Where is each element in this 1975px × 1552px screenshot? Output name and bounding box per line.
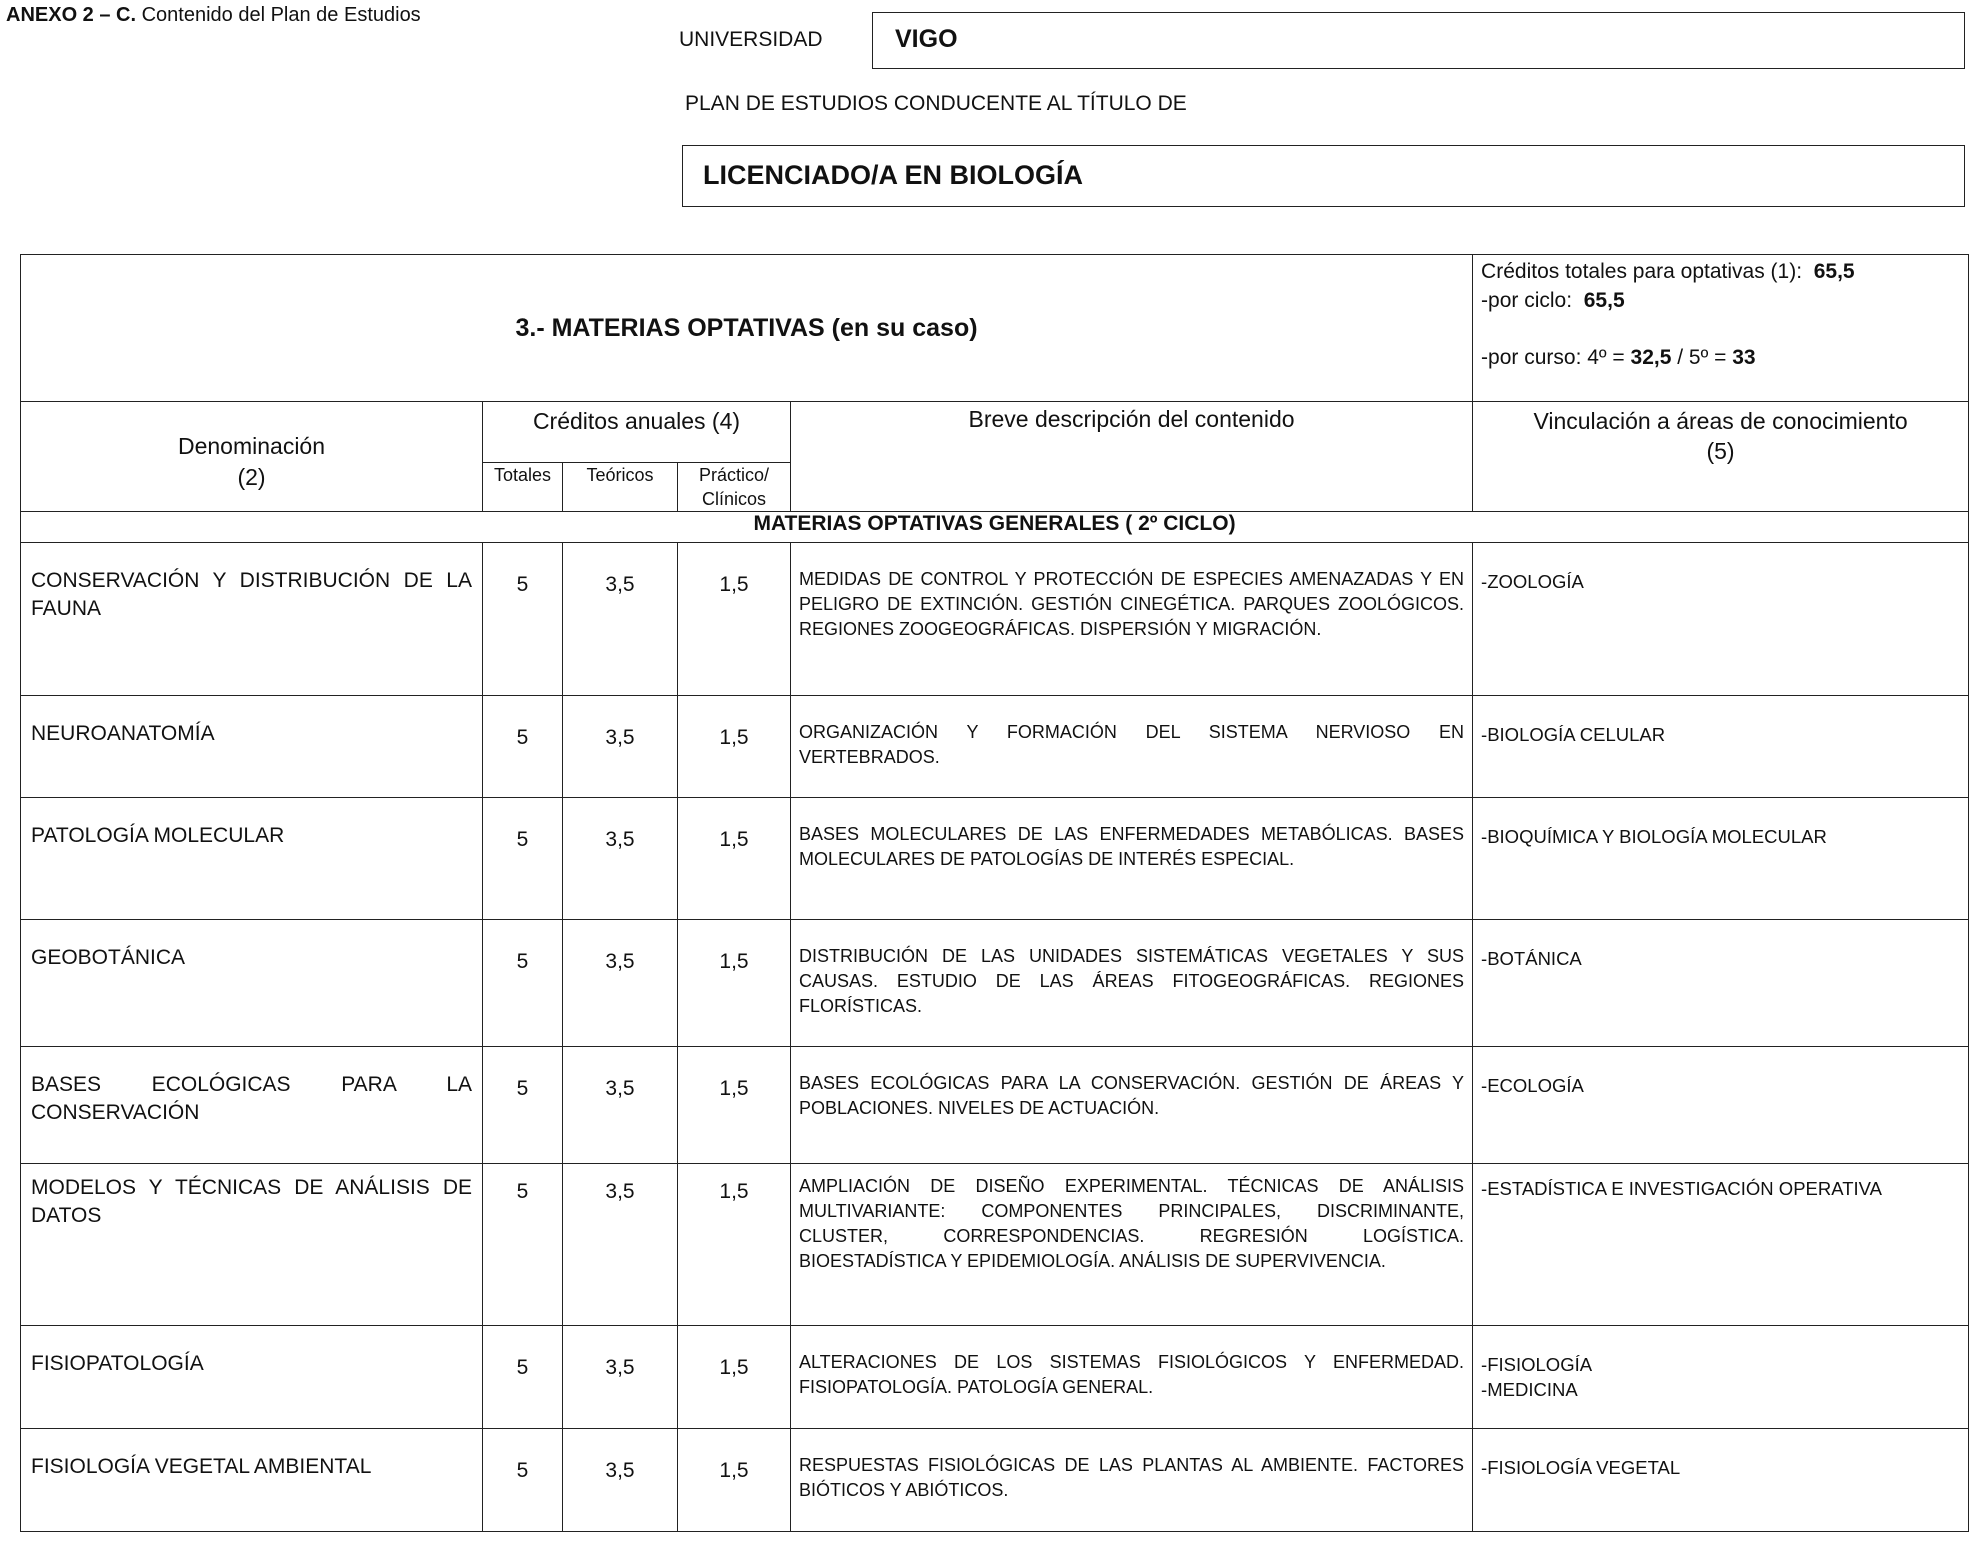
knowledge-area: -FISIOLOGÍA VEGETAL: [1473, 1429, 1969, 1532]
credits-theoretical: 3,5: [563, 1047, 678, 1164]
credits-totals: 5: [483, 696, 563, 798]
subject-name: CONSERVACIÓN Y DISTRIBUCIÓN DE LA FAUNA: [21, 543, 483, 696]
header-practical-line1: Práctico/: [698, 465, 770, 485]
credits-theoretical: 3,5: [563, 920, 678, 1047]
per-course-4-value: 32,5: [1630, 346, 1672, 369]
table-row: [21, 543, 1969, 696]
knowledge-area: -ECOLOGÍA: [1473, 1047, 1969, 1164]
subject-description: ORGANIZACIÓN Y FORMACIÓN DEL SISTEMA NERVIOSO EN VERTEBRADOS.: [791, 696, 1473, 798]
per-cycle-label: -por ciclo:: [1481, 289, 1573, 312]
credits-practical: 1,5: [678, 1047, 791, 1164]
header-areas: [1473, 402, 1969, 512]
header-areas-note: (5): [1706, 438, 1735, 464]
degree-title-box: [682, 145, 1965, 207]
credits-theoretical: 3,5: [563, 696, 678, 798]
subject-description: ALTERACIONES DE LOS SISTEMAS FISIOLÓGICOS Y ENFERMEDAD. FISIOPATOLOGÍA. PATOLOGÍA GENERAL.: [791, 1326, 1473, 1429]
credits-practical: 1,5: [678, 798, 791, 920]
credits-total-label: Créditos totales para optativas (1):: [1481, 260, 1803, 283]
subject-name: PATOLOGÍA MOLECULAR: [21, 798, 483, 920]
credits-theoretical: 3,5: [563, 543, 678, 696]
header-denomination-note: (2): [237, 463, 266, 490]
credits-totals: 5: [483, 1326, 563, 1429]
header-areas-label: Vinculación a áreas de conocimiento: [1533, 408, 1908, 434]
per-course-separator: / 5º =: [1671, 346, 1727, 369]
header-denomination: [21, 402, 483, 512]
subject-description: DISTRIBUCIÓN DE LAS UNIDADES SISTEMÁTICAS VEGETALES Y SUS CAUSAS. ESTUDIO DE LAS ÁREAS FITOGEOGRÁFICAS. REGIONES FLORÍSTICAS.: [791, 920, 1473, 1047]
table-row: [21, 1164, 1969, 1326]
per-course-line: [1481, 343, 1960, 372]
credits-practical: 1,5: [678, 920, 791, 1047]
subject-name: FISIOPATOLOGÍA: [21, 1326, 483, 1429]
table-row: [21, 1047, 1969, 1164]
header-practical: [678, 463, 791, 512]
credits-theoretical: 3,5: [563, 1429, 678, 1532]
credits-totals: 5: [483, 920, 563, 1047]
plan-label: PLAN DE ESTUDIOS CONDUCENTE AL TÍTULO DE: [685, 92, 1187, 115]
group-title: MATERIAS OPTATIVAS GENERALES ( 2º CICLO): [21, 512, 1969, 543]
knowledge-area: -BOTÁNICA: [1473, 920, 1969, 1047]
credits-practical: 1,5: [678, 1429, 791, 1532]
credits-practical: 1,5: [678, 543, 791, 696]
credits-theoretical: 3,5: [563, 1164, 678, 1326]
knowledge-area: -BIOLOGÍA CELULAR: [1473, 696, 1969, 798]
subject-name: FISIOLOGÍA VEGETAL AMBIENTAL: [21, 1429, 483, 1532]
header-totals: Totales: [483, 463, 563, 512]
table-row: [21, 1429, 1969, 1532]
credits-totals: 5: [483, 1164, 563, 1326]
annex-description: Contenido del Plan de Estudios: [136, 4, 421, 26]
credits-totals: 5: [483, 543, 563, 696]
per-course-label: -por curso: 4º =: [1481, 346, 1625, 369]
header-description: Breve descripción del contenido: [791, 402, 1473, 512]
table-row: [21, 696, 1969, 798]
credits-practical: 1,5: [678, 1326, 791, 1429]
optional-subjects-table: [20, 254, 1969, 1532]
header-denomination-label: Denominación: [177, 432, 326, 459]
knowledge-area: -BIOQUÍMICA Y BIOLOGÍA MOLECULAR: [1473, 798, 1969, 920]
subject-description: BASES MOLECULARES DE LAS ENFERMEDADES METABÓLICAS. BASES MOLECULARES DE PATOLOGÍAS DE INTERÉS ESPECIAL.: [791, 798, 1473, 920]
credits-theoretical: 3,5: [563, 798, 678, 920]
university-label: UNIVERSIDAD: [679, 28, 823, 51]
section-title: 3.- MATERIAS OPTATIVAS (en su caso): [21, 255, 1473, 402]
credits-total-value: 65,5: [1813, 260, 1855, 283]
credits-totals: 5: [483, 798, 563, 920]
per-cycle-value: 65,5: [1583, 289, 1625, 312]
subject-name: GEOBOTÁNICA: [21, 920, 483, 1047]
header-annual-credits: Créditos anuales (4): [483, 402, 791, 463]
subject-description: BASES ECOLÓGICAS PARA LA CONSERVACIÓN. GESTIÓN DE ÁREAS Y POBLACIONES. NIVELES DE ACTUACIÓN.: [791, 1047, 1473, 1164]
credits-totals: 5: [483, 1429, 563, 1532]
header-theoretical: Teóricos: [563, 463, 678, 512]
table-row: [21, 920, 1969, 1047]
university-box: [872, 12, 1965, 69]
per-course-5-value: 33: [1732, 346, 1756, 369]
subject-name: NEUROANATOMÍA: [21, 696, 483, 798]
table-row: [21, 1326, 1969, 1429]
annex-label: ANEXO 2 – C.: [6, 4, 137, 26]
degree-title: LICENCIADO/A EN BIOLOGÍA: [703, 160, 1084, 190]
credits-summary: [1473, 255, 1969, 402]
subject-description: MEDIDAS DE CONTROL Y PROTECCIÓN DE ESPECIES AMENAZADAS Y EN PELIGRO DE EXTINCIÓN. GESTIÓN CINEGÉTICA. PARQUES ZOOLÓGICOS. REGIONES ZOOGEOGRÁFICAS. DISPERSIÓN Y MIGRACIÓN.: [791, 543, 1473, 696]
annex-heading: [6, 4, 421, 27]
credits-total-line: [1481, 257, 1960, 286]
subject-name: BASES ECOLÓGICAS PARA LA CONSERVACIÓN: [21, 1047, 483, 1164]
table-row: [21, 798, 1969, 920]
subject-description: RESPUESTAS FISIOLÓGICAS DE LAS PLANTAS AL AMBIENTE. FACTORES BIÓTICOS Y ABIÓTICOS.: [791, 1429, 1473, 1532]
knowledge-area: -ZOOLOGÍA: [1473, 543, 1969, 696]
credits-practical: 1,5: [678, 696, 791, 798]
university-name: VIGO: [895, 25, 958, 53]
header-practical-line2: Clínicos: [701, 489, 767, 509]
per-cycle-line: [1481, 286, 1960, 315]
subject-name: MODELOS Y TÉCNICAS DE ANÁLISIS DE DATOS: [21, 1164, 483, 1326]
knowledge-area: -ESTADÍSTICA E INVESTIGACIÓN OPERATIVA: [1473, 1164, 1969, 1326]
subject-description: AMPLIACIÓN DE DISEÑO EXPERIMENTAL. TÉCNICAS DE ANÁLISIS MULTIVARIANTE: COMPONENTES PRINCIPALES, DISCRIMINANTE, CLUSTER, CORRESPONDENCIAS. REGRESIÓN LOGÍSTICA. BIOESTADÍSTICA Y EPIDEMIOLOGÍA. ANÁLISIS DE SUPERVIVENCIA.: [791, 1164, 1473, 1326]
credits-totals: 5: [483, 1047, 563, 1164]
credits-theoretical: 3,5: [563, 1326, 678, 1429]
credits-practical: 1,5: [678, 1164, 791, 1326]
knowledge-area: -FISIOLOGÍA -MEDICINA: [1473, 1326, 1969, 1429]
